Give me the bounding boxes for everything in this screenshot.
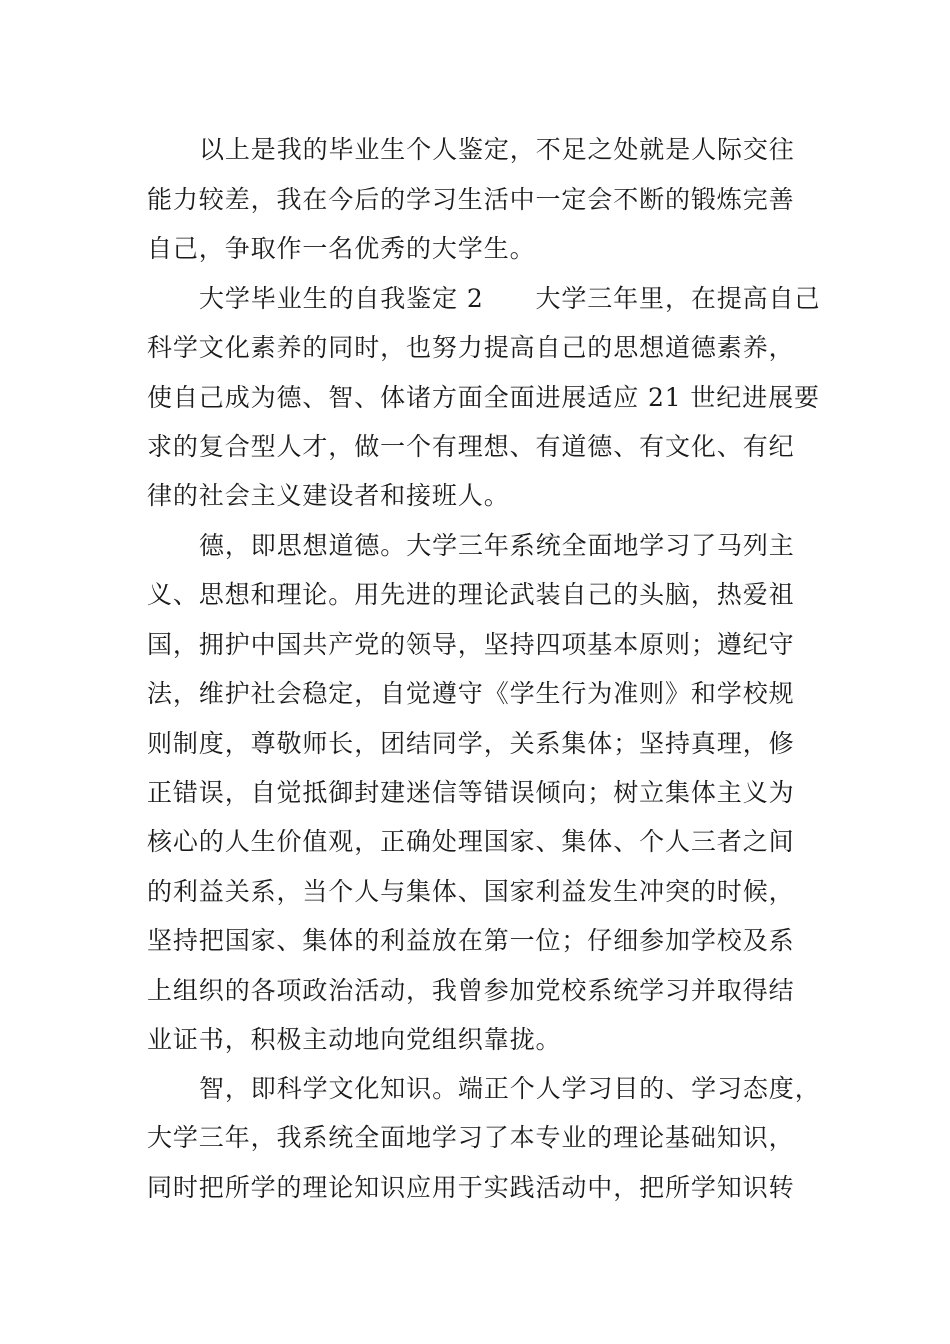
text-line: 国，拥护中国共产党的领导，坚持四项基本原则；遵纪守 (147, 630, 795, 659)
text-line: 使自己成为德、智、体诸方面全面进展适应 21 世纪进展要 (147, 383, 820, 412)
text-line: 核心的人生价值观，正确处理国家、集体、个人三者之间 (147, 827, 795, 856)
text-line: 业证书，积极主动地向党组织靠拢。 (147, 1025, 562, 1054)
text-line: 正错误，自觉抵御封建迷信等错误倾向；树立集体主义为 (147, 778, 795, 807)
text-line: 以上是我的毕业生个人鉴定，不足之处就是人际交往 (199, 135, 795, 164)
text-line: 能力较差，我在今后的学习生活中一定会不断的锻炼完善 (147, 185, 795, 214)
text-line: 大学三年，我系统全面地学习了本专业的理论基础知识， (147, 1123, 795, 1152)
text-line: 自己，争取作一名优秀的大学生。 (147, 234, 536, 263)
text-line: 律的社会主义建设者和接班人。 (147, 481, 510, 510)
text-line: 法，维护社会稳定，自觉遵守《学生行为准则》和学校规 (147, 679, 795, 708)
text-line: 义、思想和理论。用先进的理论武装自己的头脑，热爱祖 (147, 580, 795, 609)
text-line: 上组织的各项政治活动，我曾参加党校系统学习并取得结 (147, 976, 795, 1005)
text-line: 科学文化素养的同时，也努力提高自己的思想道德素养， (147, 333, 795, 362)
text-line: 的利益关系，当个人与集体、国家利益发生冲突的时候， (147, 877, 795, 906)
text-line: 坚持把国家、集体的利益放在第一位；仔细参加学校及系 (147, 926, 795, 955)
text-line: 求的复合型人才，做一个有理想、有道德、有文化、有纪 (147, 432, 795, 461)
text-line: 大学毕业生的自我鉴定 2 大学三年里，在提高自己 (199, 284, 821, 313)
text-line: 德，即思想道德。大学三年系统全面地学习了马列主 (199, 531, 795, 560)
text-line: 则制度，尊敬师长，团结同学，关系集体；坚持真理，修 (147, 729, 795, 758)
text-line: 同时把所学的理论知识应用于实践活动中，把所学知识转 (147, 1173, 795, 1202)
text-line: 智，即科学文化知识。端正个人学习目的、学习态度， (199, 1074, 821, 1103)
